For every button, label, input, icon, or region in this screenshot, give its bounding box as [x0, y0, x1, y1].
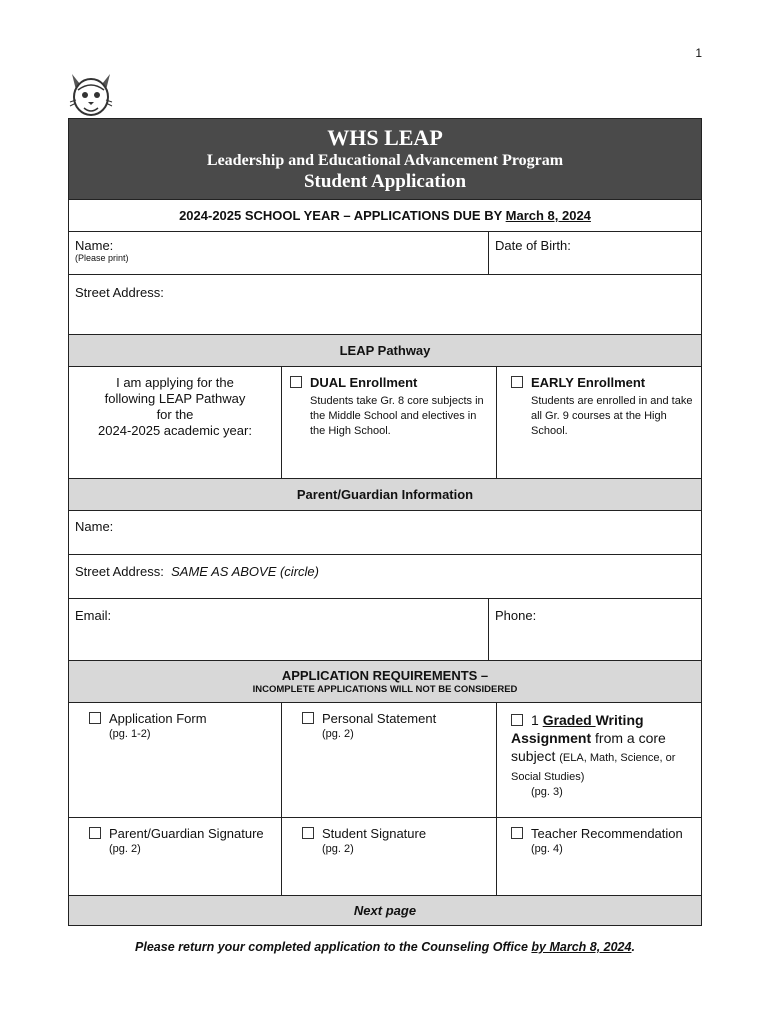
req-page: (pg. 2): [322, 843, 354, 855]
req-personal-statement[interactable]: [281, 703, 496, 817]
next-page-bar: [69, 895, 701, 925]
early-enrollment-option[interactable]: [496, 367, 701, 478]
pathway-intro: [69, 367, 281, 478]
req-page: (pg. 3): [531, 786, 563, 798]
return-deadline: by March 8, 2024: [531, 940, 632, 954]
pathway-section-header: [69, 334, 701, 366]
requirements-row-2: [69, 817, 701, 895]
pathway-intro-line: for the: [156, 407, 194, 422]
parent-name-field[interactable]: [69, 511, 701, 554]
req-page: (pg. 2): [109, 843, 141, 855]
due-date-line: [69, 199, 701, 231]
parent-phone-field[interactable]: [488, 599, 701, 660]
req-label: Parent/Guardian Signature: [109, 826, 264, 841]
dob-label: Date of Birth:: [495, 238, 571, 253]
parent-address-row: [69, 554, 701, 598]
application-form: [68, 118, 702, 926]
pathway-section-title: LEAP Pathway: [339, 343, 431, 358]
return-instructions: [0, 940, 770, 954]
req-page: (pg. 4): [531, 843, 563, 855]
early-enrollment-label: EARLY Enrollment: [531, 375, 646, 390]
parent-email-label: Email:: [75, 608, 112, 623]
return-text: Please return your completed application to the Counseling Office: [135, 940, 532, 954]
pathway-intro-line: 2024-2025 academic year:: [98, 423, 252, 438]
req-checkbox[interactable]: [302, 827, 314, 839]
early-enrollment-checkbox[interactable]: [511, 376, 523, 388]
req-teacher-recommendation[interactable]: [496, 818, 701, 895]
student-name-label: Name:: [75, 238, 114, 253]
req-parent-signature[interactable]: [69, 818, 281, 895]
req-label: Teacher Recommendation: [531, 826, 683, 841]
student-name-field[interactable]: [69, 232, 488, 274]
parent-section-header: [69, 478, 701, 510]
program-subtitle: Leadership and Educational Advancement Program: [206, 152, 564, 169]
dob-field[interactable]: [488, 232, 701, 274]
req-checkbox[interactable]: [89, 827, 101, 839]
req-label: Personal Statement: [322, 711, 437, 726]
year-line-text: 2024-2025 SCHOOL YEAR – APPLICATIONS DUE BY: [179, 208, 506, 223]
next-page-label: Next page: [353, 903, 417, 918]
req-label-bold: Writing Assignment: [511, 712, 644, 746]
student-address-row: [69, 274, 701, 334]
dual-enrollment-checkbox[interactable]: [290, 376, 302, 388]
pathway-intro-line: following LEAP Pathway: [104, 391, 246, 406]
early-enrollment-desc: Students are enrolled in and take all Gr. 9 courses at the High School.: [531, 395, 693, 437]
req-student-signature[interactable]: [281, 818, 496, 895]
parent-address-field[interactable]: [69, 555, 701, 598]
req-application-form[interactable]: [69, 703, 281, 817]
req-checkbox[interactable]: [89, 712, 101, 724]
student-name-row: [69, 231, 701, 274]
parent-name-row: [69, 510, 701, 554]
req-label: Application Form: [109, 711, 207, 726]
requirements-row-1: [69, 702, 701, 817]
req-checkbox[interactable]: [511, 827, 523, 839]
requirements-subtitle: INCOMPLETE APPLICATIONS WILL NOT BE CONSIDERED: [252, 684, 518, 695]
requirements-title: APPLICATION REQUIREMENTS –: [281, 668, 489, 683]
wildcat-logo-icon: [66, 70, 116, 118]
dual-enrollment-option[interactable]: [281, 367, 496, 478]
parent-section-title: Parent/Guardian Information: [296, 487, 474, 502]
req-label: Student Signature: [322, 826, 427, 841]
parent-address-label: Street Address:: [75, 564, 164, 579]
due-date: March 8, 2024: [505, 208, 591, 223]
req-label-prefix: 1: [531, 712, 543, 728]
form-header: [69, 119, 701, 199]
parent-address-note: SAME AS ABOVE (circle): [171, 564, 319, 579]
dual-enrollment-desc: Students take Gr. 8 core subjects in the Middle School and electives in the High School.: [310, 395, 484, 437]
req-writing-assignment[interactable]: [496, 703, 701, 817]
requirements-section-header: [69, 660, 701, 702]
parent-contact-row: [69, 598, 701, 660]
pathway-intro-line: I am applying for the: [116, 375, 234, 390]
req-page: (pg. 2): [322, 728, 354, 740]
req-label-small: (ELA, Math, Science, or Social Studies): [511, 752, 676, 783]
student-address-field[interactable]: [69, 275, 701, 334]
student-address-label: Street Address:: [75, 285, 164, 300]
page-number: 1: [695, 46, 702, 60]
req-label-rest: from a core subject: [511, 730, 666, 764]
return-end: .: [631, 940, 635, 954]
parent-name-label: Name:: [75, 519, 114, 534]
req-page: (pg. 1-2): [109, 728, 151, 740]
parent-email-field[interactable]: [69, 599, 488, 660]
parent-phone-label: Phone:: [495, 608, 537, 623]
req-label-graded: Graded: [542, 712, 596, 728]
program-title: WHS LEAP: [327, 125, 443, 150]
req-checkbox[interactable]: [511, 714, 523, 726]
form-title: Student Application: [303, 171, 467, 192]
student-name-hint: (Please print): [75, 253, 129, 263]
pathway-row: [69, 366, 701, 478]
dual-enrollment-label: DUAL Enrollment: [310, 375, 418, 390]
req-checkbox[interactable]: [302, 712, 314, 724]
